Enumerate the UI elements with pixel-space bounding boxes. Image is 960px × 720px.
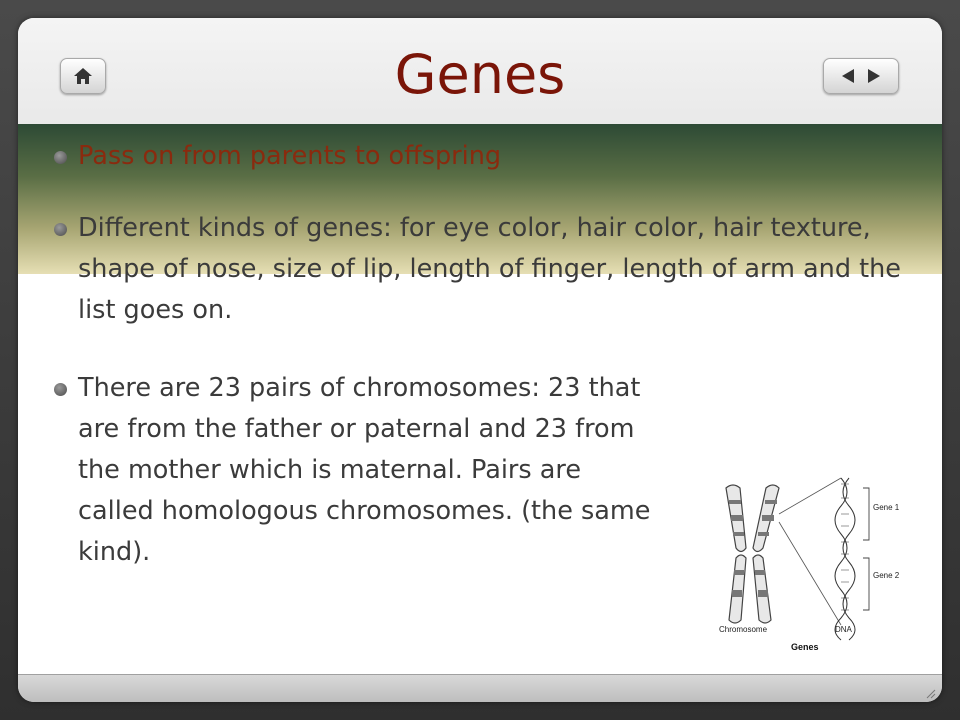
chromosome-diagram (691, 470, 935, 664)
bullet-icon (54, 383, 67, 396)
bullet-text: Different kinds of genes: for eye color, hair color, hair texture, shape of nose, size of lip, length of finger, length of arm and the list goes on. (78, 213, 901, 325)
bullet-icon (54, 151, 67, 164)
bullet-icon (54, 223, 67, 236)
bottom-bar (18, 674, 942, 702)
slide-title: Genes (394, 43, 566, 106)
chromosome-dna-figure (691, 470, 935, 664)
gene2-label: Gene 2 (873, 571, 900, 580)
prev-next-buttons (823, 58, 899, 94)
bullet-item (54, 208, 908, 331)
bullet-text: There are 23 pairs of chromosomes: 23 that are from the father or paternal and 23 from the mother which is maternal. Pairs are called homologous chromosomes. (the same kind). (78, 373, 651, 567)
bullet-item (54, 136, 908, 177)
dna-label: DNA (835, 625, 852, 634)
slide (18, 18, 942, 702)
triangle-left-icon[interactable] (841, 68, 855, 84)
triangle-right-icon[interactable] (867, 68, 881, 84)
chromosome-label: Chromosome (719, 625, 768, 634)
bullet-text: Pass on from parents to offspring (78, 141, 502, 171)
gene1-label: Gene 1 (873, 503, 900, 512)
resize-grip-icon[interactable] (924, 687, 936, 699)
figure-caption: Genes (791, 642, 819, 652)
